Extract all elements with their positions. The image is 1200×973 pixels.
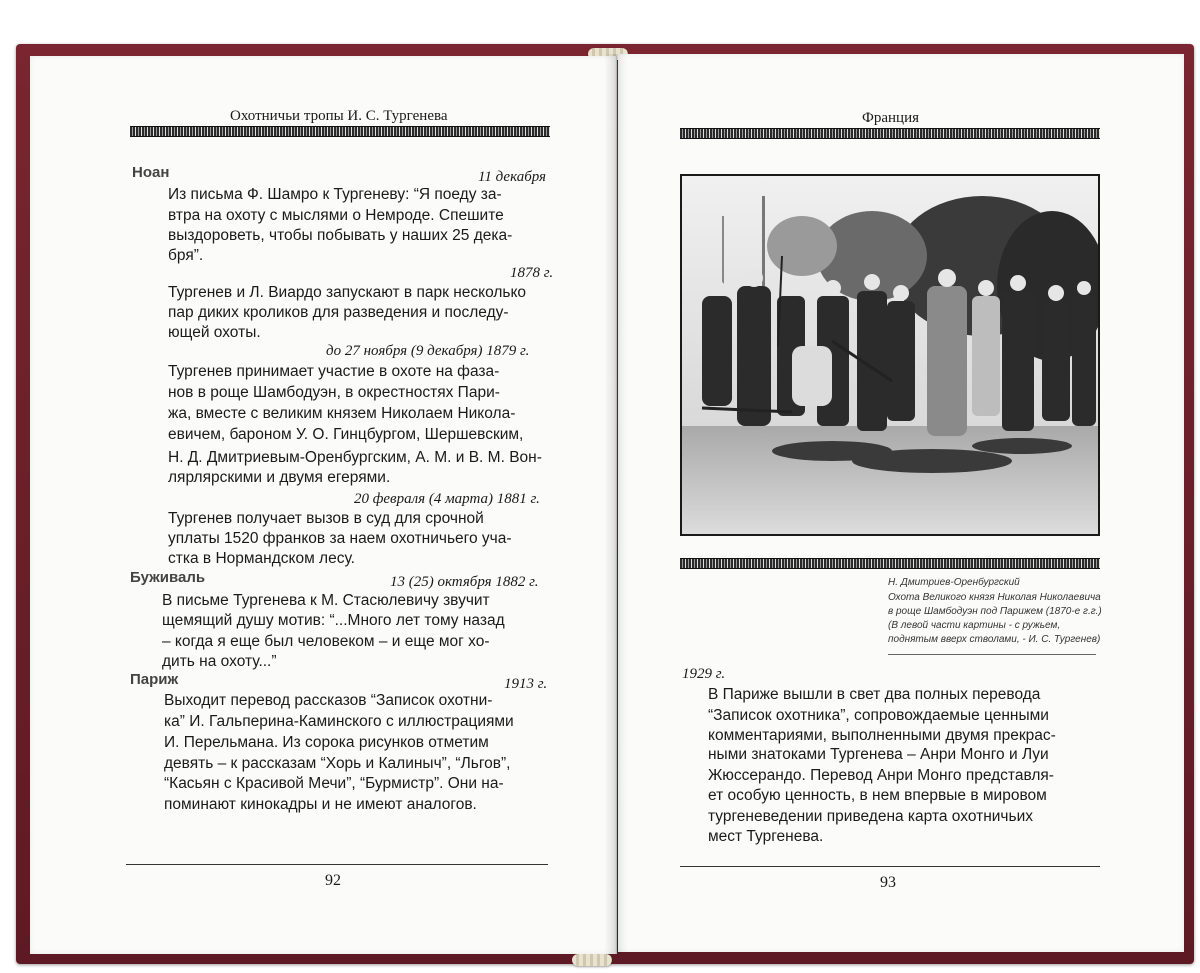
caption-line: поднятым вверх стволами, - И. С. Тургенев) <box>888 634 1101 645</box>
text-line: мест Тургенева. <box>708 828 824 845</box>
caption-rule <box>888 654 1096 655</box>
text-line: Из письма Ф. Шамро к Тургеневу: “Я поеду за- <box>168 186 502 203</box>
text-line: тургеневедении приведена карта охотничьих <box>708 808 1033 825</box>
caption-line: Охота Великого князя Николая Николаевича <box>888 592 1101 603</box>
text-line: нов в роще Шамбодуэн, в окрестностях Пари- <box>168 384 500 401</box>
text-line: стка в Нормандском лесу. <box>168 550 355 567</box>
text-line: Тургенев принимает участие в охоте на фаза- <box>168 363 500 380</box>
right-page-number: 93 <box>880 874 896 891</box>
entry-date: 1878 г. <box>510 265 554 281</box>
text-line: Выходит перевод рассказов “Записок охотни- <box>164 692 493 709</box>
headband-bottom <box>572 954 612 966</box>
text-line: пар диких кроликов для разведения и последу- <box>168 304 509 321</box>
text-line: щемящий душу мотив: “...Много лет тому назад <box>162 612 505 629</box>
text-line: втра на охоту с мыслями о Немроде. Спешите <box>168 207 504 224</box>
text-line: – когда я еще был человеком – и еще мог хо- <box>162 633 490 650</box>
right-footer-rule <box>680 866 1100 867</box>
text-line: В письме Тургенева к М. Стасюлевичу звучит <box>162 592 490 609</box>
text-line: “Записок охотника”, сопровождаемые ценными <box>708 707 1049 724</box>
text-line: Тургенев получает вызов в суд для срочной <box>168 510 484 527</box>
text-line: ка” И. Гальперина-Каминского с иллюстрациями <box>164 713 514 730</box>
text-line: ными знатоками Тургенева – Анри Монго и Луи <box>708 746 1049 763</box>
entry-date: до 27 ноября (9 декабря) 1879 г. <box>326 343 530 359</box>
caption-line: в роще Шамбодуэн под Парижем (1870-е г.г.) <box>888 606 1102 617</box>
right-running-head: Франция <box>862 110 919 126</box>
text-line: ющей охоты. <box>168 324 261 341</box>
book-gutter <box>604 54 628 954</box>
text-line: “Касьян с Красивой Мечи”, “Бурмистр”. Они на- <box>164 775 504 792</box>
text-line: ет особую ценность, в нем впервые в мировом <box>708 787 1047 804</box>
text-line: лярлярскими и двумя егерями. <box>168 469 391 486</box>
text-line: дить на охоту...” <box>162 653 277 670</box>
text-line: выздороветь, чтобы побывать у наших 25 дека- <box>168 227 513 244</box>
place-heading-bougival: Буживаль <box>130 569 206 586</box>
right-ornament-rule <box>680 128 1100 139</box>
left-ornament-rule <box>130 126 550 137</box>
text-line: девять – к рассказам “Хорь и Калиныч”, “Льгов”, <box>164 755 511 772</box>
left-running-head: Охотничьи тропы И. С. Тургенева <box>230 108 448 124</box>
left-page-number: 92 <box>325 872 341 889</box>
entry-date: 1929 г. <box>682 666 726 682</box>
place-heading-noan: Ноан <box>132 164 170 181</box>
entry-date: 20 февраля (4 марта) 1881 г. <box>354 491 540 507</box>
text-line: В Париже вышли в свет два полных перевода <box>708 686 1041 703</box>
caption-line: (В левой части картины - с ружьем, <box>888 620 1061 631</box>
caption-line: Н. Дмитриев-Оренбургский <box>888 577 1020 588</box>
entry-date: 1913 г. <box>504 676 548 692</box>
text-line: жа, вместе с великим князем Николаем Никола- <box>168 405 516 422</box>
photo-ornament-rule <box>680 558 1100 569</box>
entry-date: 13 (25) октября 1882 г. <box>390 574 539 590</box>
hunting-painting-image <box>680 174 1100 536</box>
place-heading-paris: Париж <box>130 671 179 688</box>
text-line: Жюссерандо. Перевод Анри Монго представля- <box>708 767 1054 784</box>
entry-date: 11 декабря <box>478 169 547 185</box>
text-line: бря”. <box>168 247 204 264</box>
text-line: И. Перельмана. Из сорока рисунков отметим <box>164 734 489 751</box>
left-footer-rule <box>126 864 548 865</box>
text-line: Тургенев и Л. Виардо запускают в парк несколько <box>168 284 527 301</box>
text-line: комментариями, выполненными двумя прекрас- <box>708 727 1056 744</box>
text-line: евичем, бароном У. О. Гинцбургом, Шершевским, <box>168 426 524 443</box>
text-line: уплаты 1520 франков за наем охотничьего уча- <box>168 530 512 547</box>
text-line: Н. Д. Дмитриевым-Оренбургским, А. М. и В. М. Вон- <box>168 449 542 466</box>
text-line: поминают кинокадры и не имеют аналогов. <box>164 796 477 813</box>
